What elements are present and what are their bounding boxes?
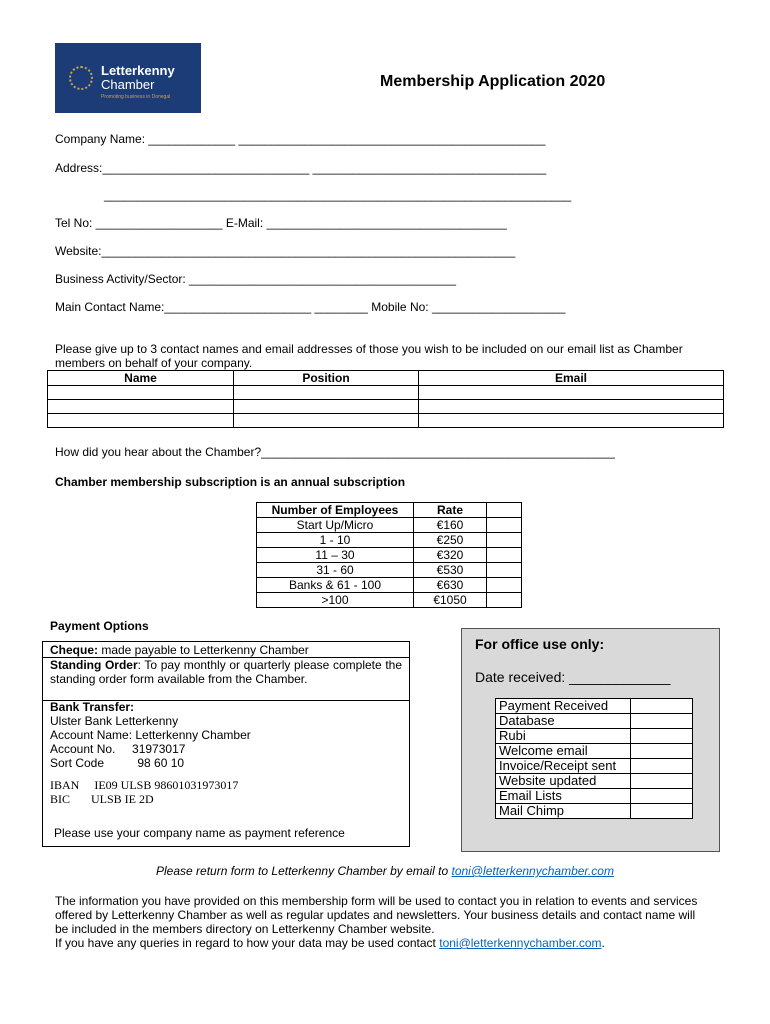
date-received-field[interactable]: Date received: _____________: [475, 669, 671, 685]
checklist-item: Rubi: [496, 729, 631, 744]
checklist-tick-cell[interactable]: [631, 714, 693, 729]
checklist-item: Website updated: [496, 774, 631, 789]
checklist-item: Welcome email: [496, 744, 631, 759]
contacts-header-position: Position: [234, 371, 419, 386]
checklist-item: Database: [496, 714, 631, 729]
checklist-tick-cell[interactable]: [631, 804, 693, 819]
business-activity-field[interactable]: Business Activity/Sector: ________________________________________: [55, 272, 457, 286]
table-row: [496, 789, 693, 804]
table-cell[interactable]: [48, 386, 234, 400]
standing-order-label: Standing Order: [50, 658, 138, 672]
rates-header-employees: Number of Employees: [257, 503, 414, 518]
rate-value: €160: [414, 518, 487, 533]
return-instructions: [0, 864, 770, 878]
table-row: [257, 518, 522, 533]
contacts-header-email: Email: [419, 371, 724, 386]
heard-about-field[interactable]: How did you hear about the Chamber?_____________________________________________________: [55, 445, 615, 459]
footer-queries: [55, 936, 705, 950]
account-name: Account Name: Letterkenny Chamber: [50, 728, 251, 742]
standing-order-option: [50, 658, 402, 686]
rate-value: €530: [414, 563, 487, 578]
iban: IBAN IE09 ULSB 98601031973017: [50, 778, 239, 792]
rate-value: €320: [414, 548, 487, 563]
table-row: [257, 593, 522, 608]
checklist-item: Email Lists: [496, 789, 631, 804]
rates-tick-cell[interactable]: [487, 563, 522, 578]
rates-table: [256, 502, 522, 608]
rate-value: €1050: [414, 593, 487, 608]
footer-queries-text: If you have any queries in regard to how your data may be used contact: [55, 936, 440, 950]
rate-employees: >100: [257, 593, 414, 608]
table-row: [496, 804, 693, 819]
table-cell[interactable]: [419, 400, 724, 414]
logo-line-2: Chamber: [101, 77, 155, 92]
cheque-label: Cheque:: [50, 643, 98, 657]
table-row: [48, 414, 724, 428]
website-field[interactable]: Website:______________________________________________________________: [55, 244, 516, 258]
bic: BIC ULSB IE 2D: [50, 792, 154, 806]
table-row: [257, 533, 522, 548]
return-email-link[interactable]: toni@letterkennychamber.com: [451, 864, 614, 878]
rate-value: €250: [414, 533, 487, 548]
checklist-item: Payment Received: [496, 699, 631, 714]
bank-transfer-option: [50, 700, 402, 806]
table-row: [496, 744, 693, 759]
subscription-heading: Chamber membership subscription is an annual subscription: [55, 475, 406, 489]
table-cell[interactable]: [48, 414, 234, 428]
table-cell[interactable]: [419, 386, 724, 400]
table-cell[interactable]: [234, 414, 419, 428]
checklist-item: Invoice/Receipt sent: [496, 759, 631, 774]
address-field[interactable]: Address:_______________________________ ___________________________________: [55, 161, 547, 175]
table-row: [496, 759, 693, 774]
table-row: [48, 386, 724, 400]
table-row: [496, 729, 693, 744]
table-row: [48, 400, 724, 414]
cheque-text: made payable to Letterkenny Chamber: [98, 643, 309, 657]
logo-line-1: Letterkenny: [101, 63, 175, 78]
rate-employees: Banks & 61 - 100: [257, 578, 414, 593]
checklist-tick-cell[interactable]: [631, 729, 693, 744]
return-text: Please return form to Letterkenny Chamber by email to: [156, 864, 452, 878]
checklist-tick-cell[interactable]: [631, 774, 693, 789]
table-row: [496, 774, 693, 789]
account-number: Account No. 31973017: [50, 742, 186, 756]
rates-tick-cell[interactable]: [487, 548, 522, 563]
rate-employees: 1 - 10: [257, 533, 414, 548]
office-checklist: [495, 698, 693, 819]
table-cell[interactable]: [48, 400, 234, 414]
table-row: [257, 563, 522, 578]
table-cell[interactable]: [234, 386, 419, 400]
rate-employees: 31 - 60: [257, 563, 414, 578]
table-row: [257, 548, 522, 563]
table-cell[interactable]: [419, 414, 724, 428]
standing-order-text: : To pay monthly or quarterly please complete the standing order form available from the Chamber.: [50, 658, 403, 686]
rates-tick-cell[interactable]: [487, 578, 522, 593]
payment-options-box: [42, 641, 410, 847]
address-field-line-2[interactable]: ______________________________________________________________________: [104, 188, 572, 202]
rates-tick-cell[interactable]: [487, 503, 522, 518]
footer-paragraph: The information you have provided on this membership form will be used to contact you in relation to events and services offered by Letterkenny Chamber as well as regular updates and newsletters. Your business details and contact name will be included in the members directory on Letterkenny Chamber website.: [55, 894, 698, 936]
table-row: [257, 578, 522, 593]
page-title: Membership Application 2020: [380, 73, 606, 90]
checklist-tick-cell[interactable]: [631, 699, 693, 714]
table-row: [496, 699, 693, 714]
contacts-intro: Please give up to 3 contact names and email addresses of those you wish to be included on our email list as Chamber members on behalf of your company.: [55, 342, 683, 370]
bank-name: Ulster Bank Letterkenny: [50, 714, 179, 728]
checklist-tick-cell[interactable]: [631, 744, 693, 759]
rates-tick-cell[interactable]: [487, 533, 522, 548]
contacts-header-name: Name: [48, 371, 234, 386]
payment-heading: Payment Options: [50, 619, 149, 633]
rate-value: €630: [414, 578, 487, 593]
rates-tick-cell[interactable]: [487, 518, 522, 533]
tel-email-field[interactable]: Tel No: ___________________ E-Mail: ____________________________________: [55, 216, 507, 230]
payment-reference-note: Please use your company name as payment reference: [54, 826, 345, 840]
sort-code: Sort Code 98 60 10: [50, 756, 185, 770]
footer-email-link[interactable]: toni@letterkennychamber.com: [439, 936, 602, 950]
cheque-option: [50, 643, 402, 657]
table-row: [496, 714, 693, 729]
rate-employees: 11 – 30: [257, 548, 414, 563]
logo-tagline: Promoting business in Donegal: [101, 94, 171, 100]
rate-employees: Start Up/Micro: [257, 518, 414, 533]
office-use-box: [461, 628, 720, 852]
main-contact-field[interactable]: Main Contact Name:______________________ ________ Mobile No: ____________________: [55, 300, 566, 314]
rates-header-rate: Rate: [414, 503, 487, 518]
company-name-field[interactable]: Company Name: _____________ ______________________________________________: [55, 132, 546, 146]
office-use-heading: For office use only:: [475, 636, 605, 652]
checklist-tick-cell[interactable]: [631, 789, 693, 804]
footer-period: .: [601, 936, 605, 950]
checklist-item: Mail Chimp: [496, 804, 631, 819]
contacts-table: [47, 370, 724, 428]
table-cell[interactable]: [234, 400, 419, 414]
checklist-tick-cell[interactable]: [631, 759, 693, 774]
data-protection-notice: [55, 894, 705, 950]
chamber-logo: [55, 43, 201, 113]
rates-tick-cell[interactable]: [487, 593, 522, 608]
bank-transfer-label: Bank Transfer:: [50, 700, 135, 714]
chamber-emblem-icon: [69, 66, 93, 90]
